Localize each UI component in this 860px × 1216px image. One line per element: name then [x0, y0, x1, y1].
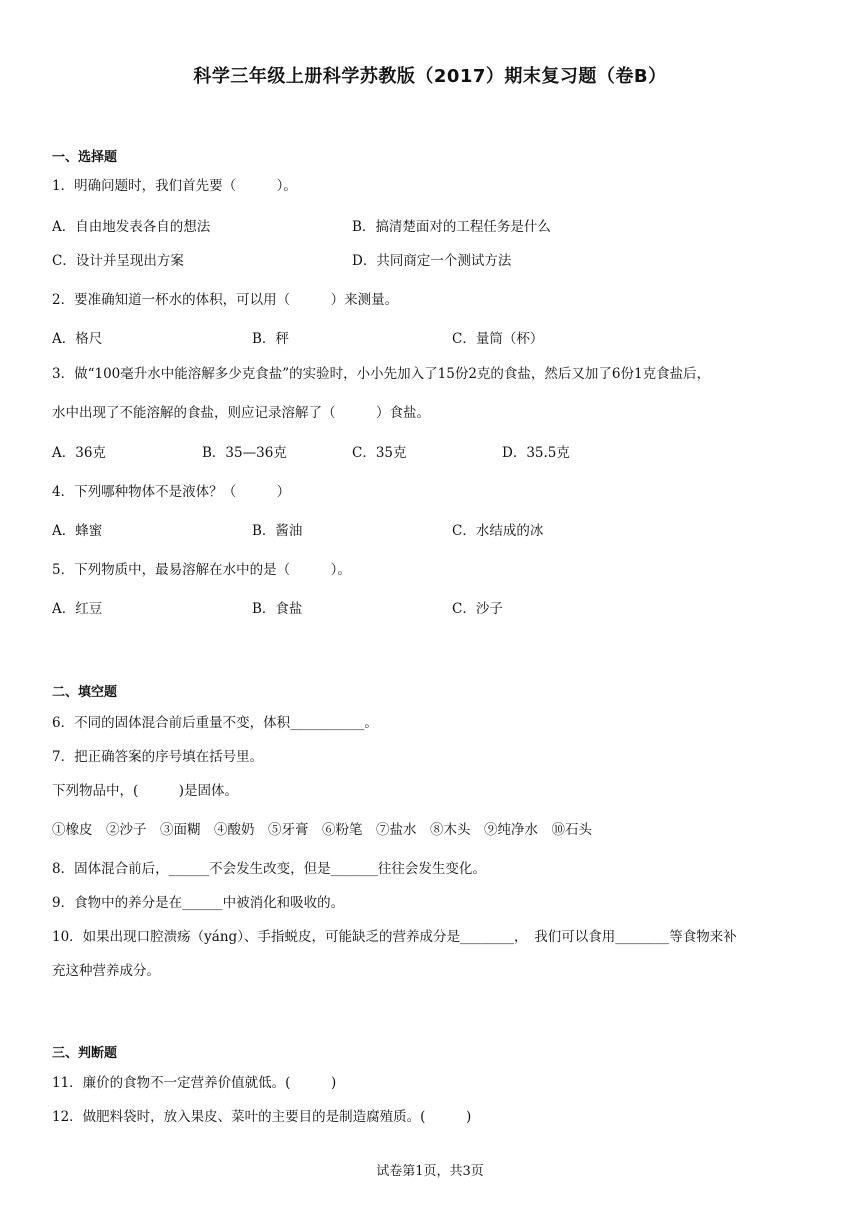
- section-heading-true-false: 三、判断题: [52, 1046, 118, 1061]
- question-3-option-c: C．35克: [352, 445, 407, 461]
- question-12: 12．做肥料袋时，放入果皮、菜叶的主要目的是制造腐殖质。( ): [52, 1109, 472, 1125]
- question-7-subprompt: 下列物品中，( )是固体。: [52, 783, 239, 799]
- page-title: 科学三年级上册科学苏教版（2017）期末复习题（卷B）: [193, 66, 667, 87]
- section-heading-fill-blank: 二、填空题: [52, 685, 118, 700]
- question-5-stem: 5．下列物质中，最易溶解在水中的是（ ）。: [52, 562, 351, 578]
- question-4-option-c: C．水结成的冰: [452, 523, 544, 539]
- question-1-option-d: D．共同商定一个测试方法: [352, 253, 512, 269]
- question-2-option-c: C．量筒（杯）: [452, 331, 544, 347]
- question-3-option-b: B．35—36克: [202, 445, 287, 461]
- question-1-option-a: A．自由地发表各自的想法: [52, 219, 211, 235]
- question-10-line-2: 充这种营养成分。: [52, 963, 160, 979]
- question-8: 8．固体混合前后，______不会发生改变，但是_______往往会发生变化。: [52, 861, 486, 877]
- section-heading-choice: 一、选择题: [52, 150, 118, 165]
- question-9: 9．食物中的养分是在______中被消化和吸收的。: [52, 895, 345, 911]
- question-2-stem: 2．要准确知道一杯水的体积，可以用（ ）来测量。: [52, 292, 399, 308]
- question-4-option-b: B．酱油: [252, 523, 303, 539]
- question-10-line-1: 10．如果出现口腔溃疡（yáng）、手指蜕皮，可能缺乏的营养成分是________， 我们可以食用________等食物来补: [52, 929, 737, 945]
- question-4-option-a: A．蜂蜜: [52, 523, 103, 539]
- question-11: 11．廉价的食物不一定营养价值就低。( ): [52, 1075, 337, 1091]
- question-3-option-d: D．35.5克: [502, 445, 570, 461]
- question-3-stem-line-2: 水中出现了不能溶解的食盐，则应记录溶解了（ ）食盐。: [52, 405, 430, 421]
- question-1-option-c: C．设计并呈现出方案: [52, 253, 184, 269]
- question-4-stem: 4．下列哪种物体不是液体？（ ）: [52, 484, 291, 500]
- question-3-option-a: A．36克: [52, 445, 106, 461]
- question-1-option-b: B．搞清楚面对的工程任务是什么: [352, 219, 551, 235]
- question-2-option-b: B．秤: [252, 331, 289, 347]
- question-7-stem: 7．把正确答案的序号填在括号里。: [52, 749, 264, 765]
- question-5-option-a: A．红豆: [52, 601, 103, 617]
- question-3-stem-line-1: 3．做“100毫升水中能溶解多少克食盐”的实验时，小小先加入了15份2克的食盐，然后又加了6份1克食盐后，: [52, 366, 711, 382]
- page-footer: 试卷第1页，共3页: [376, 1164, 484, 1179]
- question-5-option-c: C．沙子: [452, 601, 503, 617]
- question-5-option-b: B．食盐: [252, 601, 303, 617]
- question-6: 6．不同的固体混合前后重量不变，体积___________。: [52, 715, 378, 731]
- question-1-stem: 1．明确问题时，我们首先要（ ）。: [52, 178, 297, 194]
- question-7-item-list: ①橡皮 ②沙子 ③面糊 ④酸奶 ⑤牙膏 ⑥粉笔 ⑦盐水 ⑧木头 ⑨纯净水 ⑩石头: [52, 822, 592, 838]
- question-2-option-a: A．格尺: [52, 331, 103, 347]
